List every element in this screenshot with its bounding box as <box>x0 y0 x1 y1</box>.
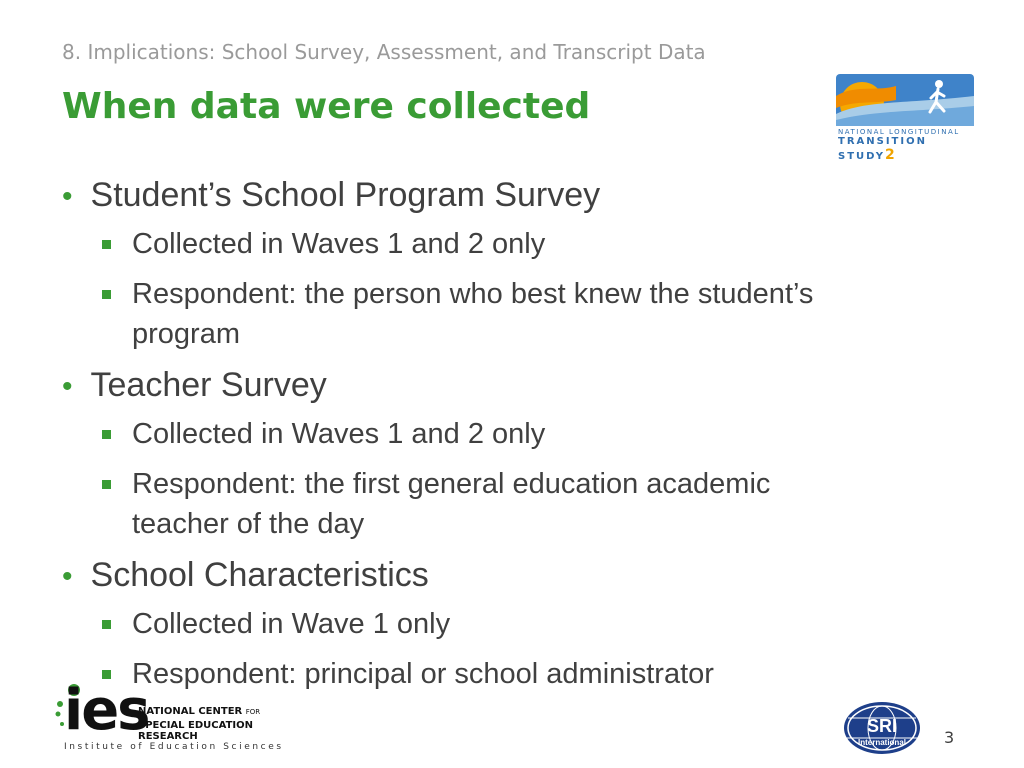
ies-center-line1: NATIONAL CENTER FOR <box>138 706 261 717</box>
sri-international-logo-icon <box>842 700 926 756</box>
sri-text: SRI <box>866 716 898 736</box>
sub-bullet-text: Respondent: principal or school administrator <box>132 658 714 690</box>
square-bullet-icon <box>102 430 111 439</box>
sub-bullet-text: Collected in Wave 1 only <box>132 608 451 640</box>
sub-bullet-text: Collected in Waves 1 and 2 only <box>132 418 546 450</box>
nlts2-logo-image-icon <box>836 74 974 126</box>
bullet-heading-text: School Characteristics <box>90 556 429 594</box>
bullet-heading <box>62 366 327 405</box>
bullet-heading-text: Teacher Survey <box>90 366 327 404</box>
sub-bullet-text: teacher of the day <box>132 508 365 540</box>
square-bullet-icon <box>102 480 111 489</box>
bullet-dot-icon: • <box>62 180 73 213</box>
ies-logo <box>52 678 312 756</box>
nlts2-small-text: NATIONAL LONGITUDINAL <box>838 128 960 136</box>
square-bullet-icon <box>102 240 111 249</box>
page-number: 3 <box>944 728 955 747</box>
ies-subtitle: Institute of Education Sciences <box>64 742 284 752</box>
sri-international-text: International <box>857 738 907 747</box>
slide-title: When data were collected <box>62 86 591 127</box>
bullet-heading <box>62 556 429 595</box>
ies-wordmark: ies <box>64 678 149 743</box>
sub-bullet-text: Collected in Waves 1 and 2 only <box>132 228 546 260</box>
bullet-dot-icon: • <box>62 370 73 403</box>
slide-subtitle: 8. Implications: School Survey, Assessment, and Transcript Data <box>62 40 706 64</box>
bullet-heading-text: Student’s School Program Survey <box>90 176 601 214</box>
square-bullet-icon <box>102 620 111 629</box>
ies-center-line2: SPECIAL EDUCATION RESEARCH <box>138 720 253 742</box>
bullet-dot-icon: • <box>62 560 73 593</box>
nlts2-big-text: TRANSITION STUDY2 <box>838 136 927 163</box>
bullet-heading <box>62 176 600 215</box>
nlts2-logo <box>836 74 974 163</box>
sub-bullet-text: Respondent: the first general education academic <box>132 468 771 500</box>
sub-bullet-text: program <box>132 318 240 350</box>
square-bullet-icon <box>102 290 111 299</box>
sub-bullet-text: Respondent: the person who best knew the student’s <box>132 278 814 310</box>
